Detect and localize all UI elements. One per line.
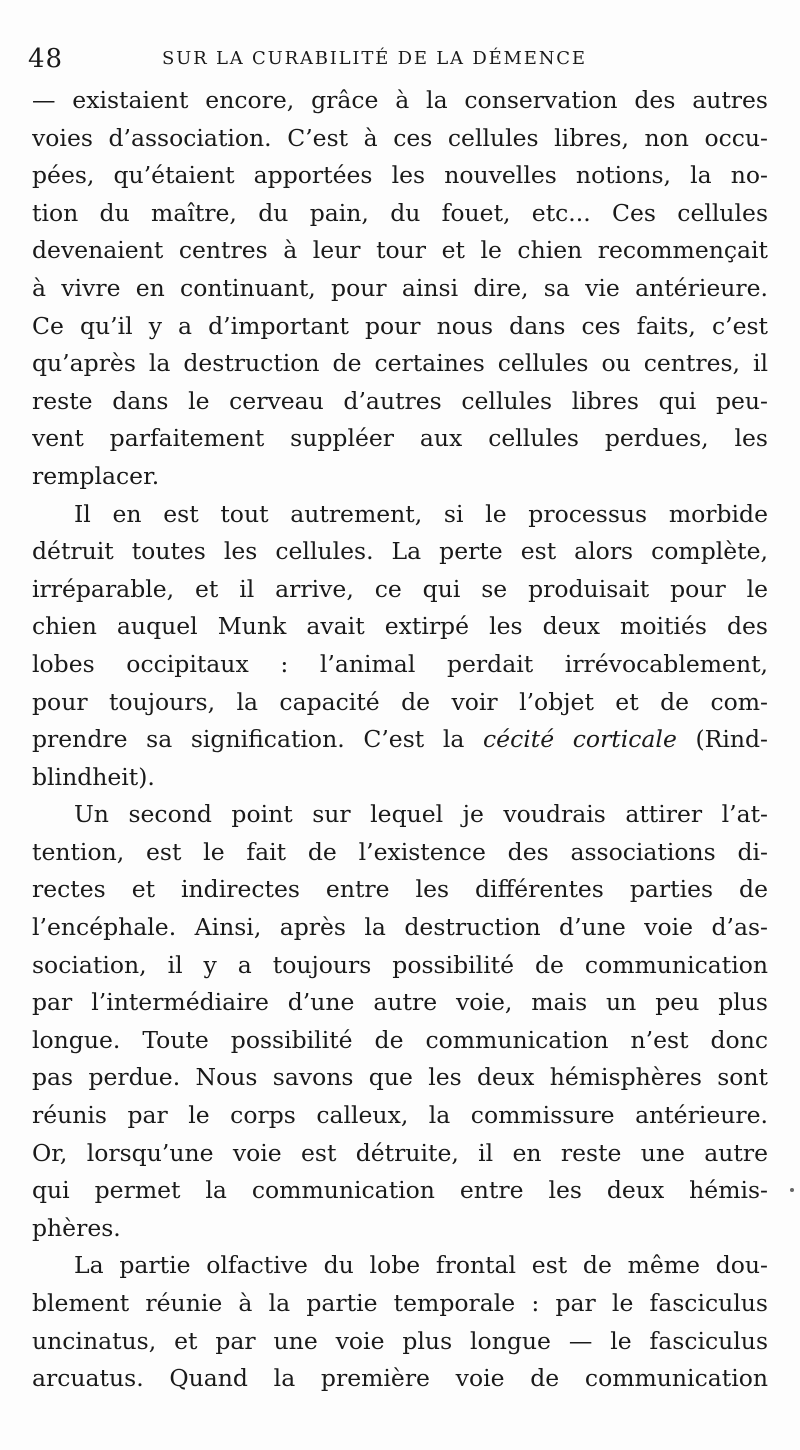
page-header — [0, 40, 800, 80]
text-line: blindheit). — [32, 762, 155, 791]
text-line: pées, qu’étaient apportées les nouvelles notions, la no- — [32, 161, 768, 190]
text-line: arcuatus. Quand la première voie de communication — [32, 1364, 768, 1393]
text-line: à vivre en continuant, pour ainsi dire, sa vie antérieure. — [32, 273, 768, 302]
text-line: Ce qu’il y a d’important pour nous dans ces faits, c’est — [32, 311, 768, 340]
text-line: remplacer. — [32, 461, 160, 490]
text-line: pour toujours, la capacité de voir l’objet et de com- — [32, 687, 768, 716]
text-line: pas perdue. Nous savons que les deux hémisphères sont — [32, 1063, 768, 1092]
text-line: rectes et indirectes entre les différentes parties de — [32, 875, 768, 904]
text-line: par l’intermédiaire d’une autre voie, mais un peu plus — [32, 988, 768, 1017]
text-line: vent parfaitement suppléer aux cellules perdues, les — [32, 424, 768, 453]
text-line: longue. Toute possibilité de communication n’est donc — [32, 1025, 768, 1054]
text-line: Or, lorsqu’une voie est détruite, il en reste une autre — [32, 1138, 768, 1167]
text-line: La partie olfactive du lobe frontal est de même dou- — [74, 1251, 768, 1280]
text-line: uncinatus, et par une voie plus longue — le fasciculus — [32, 1326, 768, 1355]
body-text — [32, 82, 768, 1398]
text-line: l’encéphale. Ainsi, après la destruction d’une voie d’as- — [32, 913, 768, 942]
text-line: tention, est le fait de l’existence des associations di- — [32, 837, 768, 866]
text-line: prendre sa signification. C’est la cécité corticale (Rind- — [32, 725, 768, 754]
text-line: tion du maître, du pain, du fouet, etc... Ces cellules — [32, 198, 768, 227]
text-line: lobes occipitaux : l’animal perdait irrévocablement, — [32, 649, 768, 678]
text-line: qui permet la communication entre les deux hémis- — [32, 1176, 768, 1205]
text-line: reste dans le cerveau d’autres cellules libres qui peu- — [32, 386, 768, 415]
text-line: réunis par le corps calleux, la commissure antérieure. — [32, 1101, 768, 1130]
italic-term: cécité corticale — [483, 725, 677, 754]
text-line: qu’après la destruction de certaines cellules ou centres, il — [32, 349, 768, 378]
text-line: blement réunie à la partie temporale : par le fasciculus — [32, 1289, 768, 1317]
text-line: Il en est tout autrement, si le processus morbide — [74, 499, 768, 528]
text-line: irréparable, et il arrive, ce qui se produisait pour le — [32, 574, 768, 603]
text-line: phères. — [32, 1213, 121, 1242]
text-line: devenaient centres à leur tour et le chien recommençait — [32, 236, 768, 265]
page-number: 48 — [28, 44, 64, 74]
text-line: détruit toutes les cellules. La perte est alors complète, — [32, 537, 768, 566]
text-line: chien auquel Munk avait extirpé les deux moitiés des — [32, 612, 768, 641]
margin-speck — [790, 1188, 794, 1192]
text-line: Un second point sur lequel je voudrais attirer l’at- — [74, 800, 768, 829]
running-head: SUR LA CURABILITÉ DE LA DÉMENCE — [162, 48, 587, 69]
text-line: sociation, il y a toujours possibilité de communication — [32, 950, 768, 979]
text-line: voies d’association. C’est à ces cellules libres, non occu- — [32, 123, 768, 152]
text-line: — existaient encore, grâce à la conservation des autres — [32, 86, 768, 114]
